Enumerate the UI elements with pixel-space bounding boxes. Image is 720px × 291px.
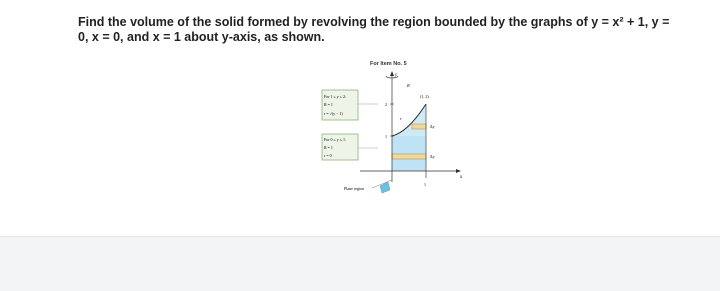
question-line-1: Find the volume of the solid formed by revolving the region bounded by the graphs of y = x² + 1, y = [78, 15, 670, 29]
upper-box-line-3: r = √(y − 1) [324, 111, 343, 116]
lower-shaded-block [392, 136, 426, 171]
y-axis-label: y [395, 73, 398, 78]
question-line-2: 0, x = 0, and x = 1 about y-axis, as shown. [78, 30, 325, 44]
y-axis-arrow [390, 71, 394, 76]
plane-region-icon [380, 182, 390, 193]
lower-representative-rectangle [392, 154, 426, 159]
upper-representative-rectangle [412, 124, 426, 129]
tick-label-2: 2 [385, 102, 387, 107]
lower-box-line-1: For 0 ≤ y ≤ 1: [324, 137, 347, 142]
upper-box-line-2: R = 1 [324, 102, 333, 107]
plane-region-label: Plane region [344, 186, 365, 191]
point-label: (1, 2) [420, 94, 429, 99]
upper-box-line-1: For 1 ≤ y ≤ 2: [324, 94, 347, 99]
r-label: r [400, 116, 402, 121]
lower-box-line-3: r = 0 [324, 153, 332, 158]
lower-info-box [322, 134, 358, 160]
upper-info-box [322, 90, 358, 120]
x-axis-label: x [460, 175, 463, 180]
question-text [78, 15, 678, 45]
tick-label-x1: 1 [424, 182, 426, 187]
bottom-band [0, 236, 720, 291]
lower-box-line-2: R = 1 [324, 145, 333, 150]
solid-of-revolution-figure [300, 66, 480, 202]
r-axis-label: R [407, 83, 410, 88]
figure-caption: For Item No. 5 [370, 61, 407, 67]
lower-dy-label: Δy [430, 154, 435, 159]
x-axis-arrow [456, 169, 461, 173]
tick-label-1: 1 [385, 134, 387, 139]
upper-dy-label: Δy [430, 124, 435, 129]
